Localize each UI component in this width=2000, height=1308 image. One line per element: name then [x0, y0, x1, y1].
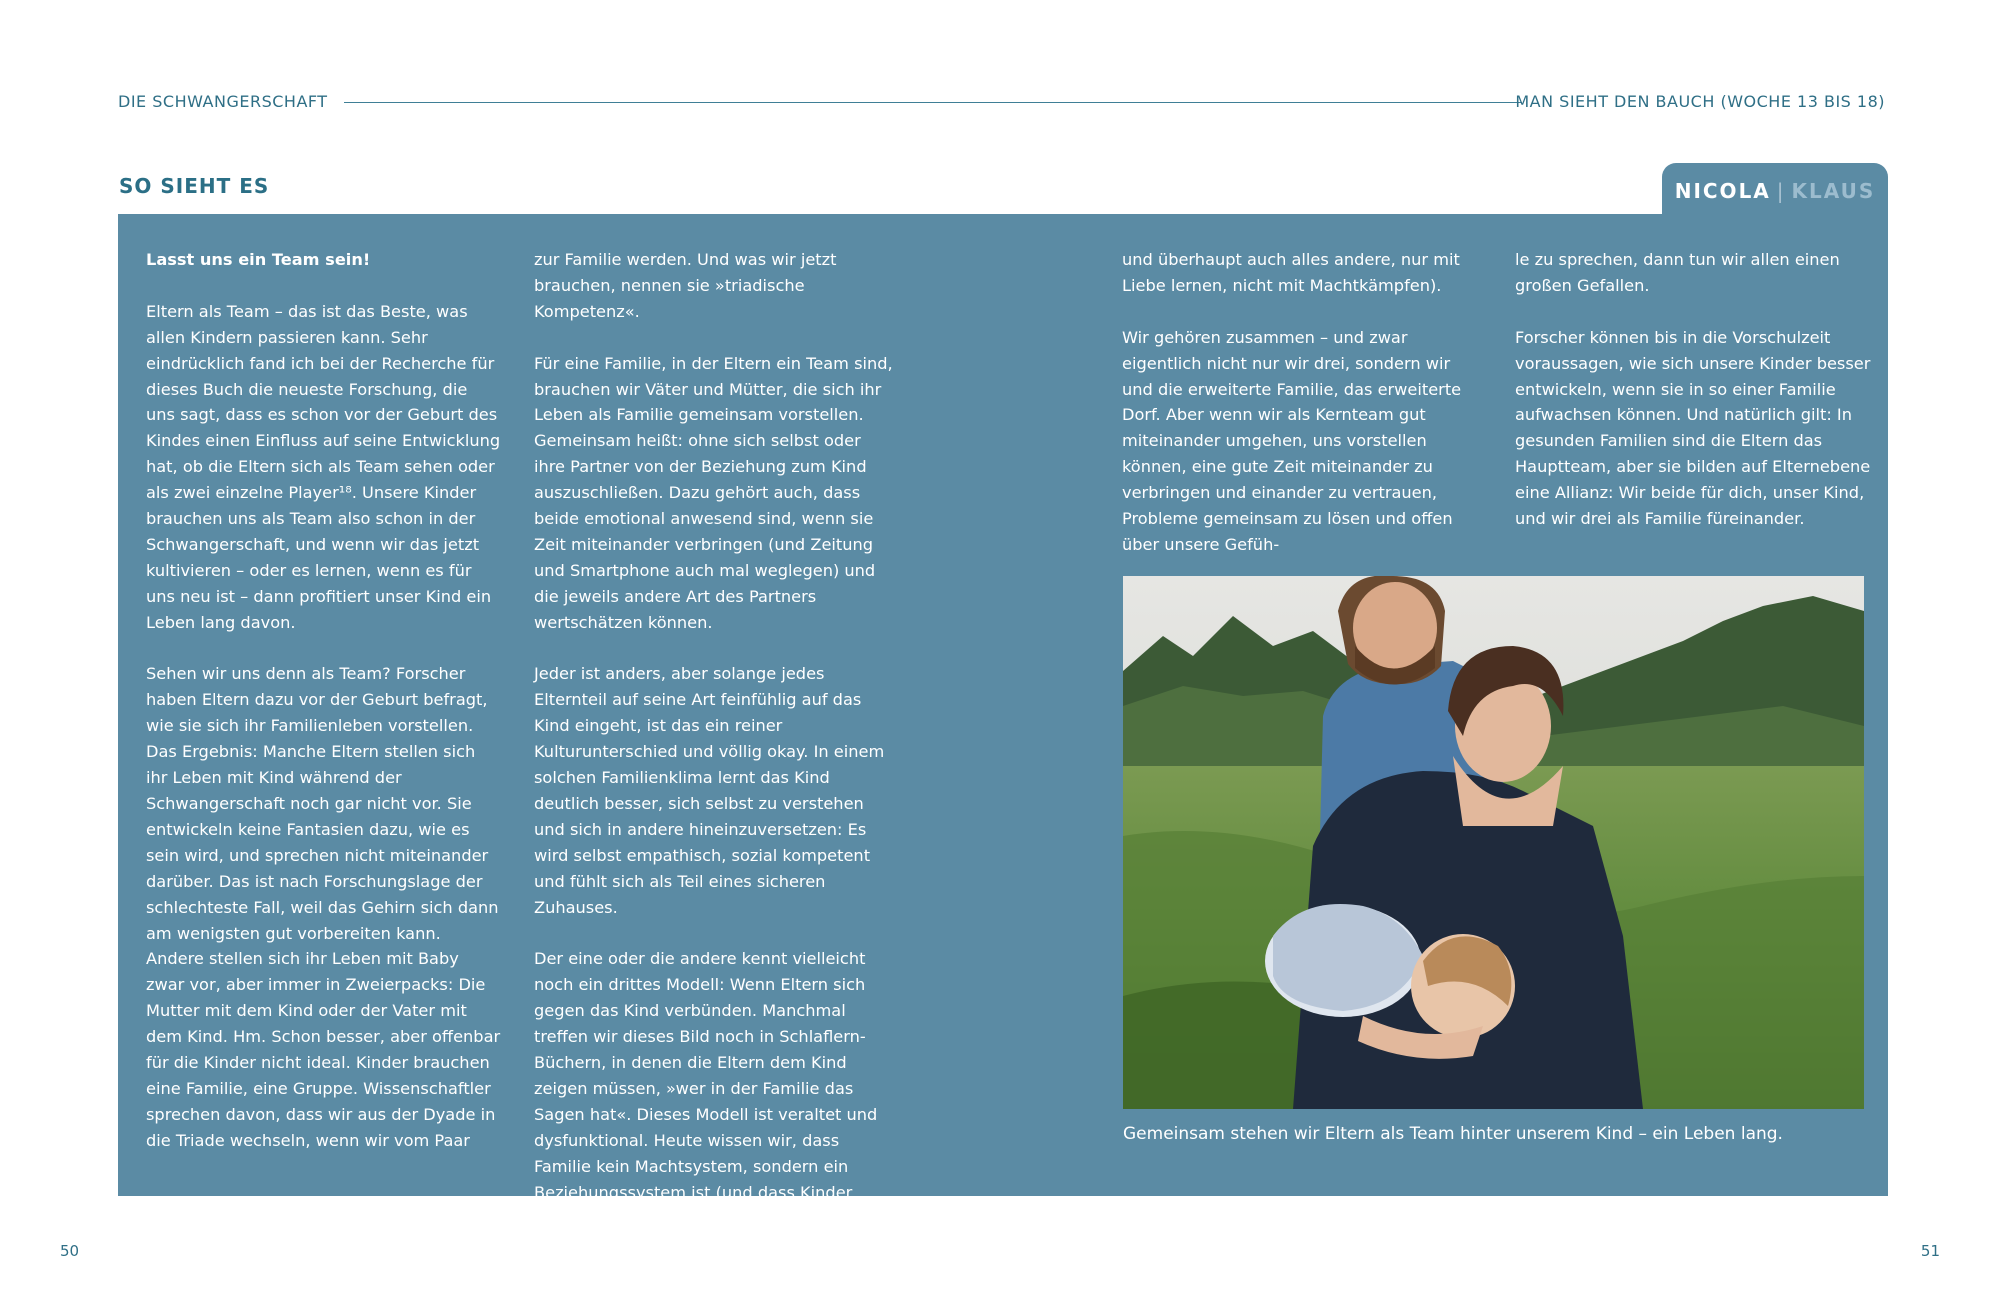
paragraph: Der eine oder die andere kennt vielleicht noch ein drittes Modell: Wenn Eltern sich gegen das Kind verbünden. Manchmal treffen wir dieses Bild noch in Schlaflern-Büchern, in denen die Eltern dem Kind zeigen müssen, »wer in der Familie das Sagen hat«. Dieses Modell ist veraltet und dysfunktional. Heute wissen wir, dass Familie kein Machtsystem, sondern ein Beziehungssystem ist (und dass Kinder schlafen, — [534, 949, 878, 1228]
page-number-right: 51 — [1920, 1242, 1940, 1260]
paragraph: Für eine Familie, in der Eltern ein Team sind, brauchen wir Väter und Mütter, die sich ihr Leben als Familie gemeinsam vorstellen. Gemeinsam heißt: ohne sich selbst oder ihre Partner von der Beziehung zum Kind auszuschließen. Dazu gehört auch, dass beide emotional anwesend sind, wenn sie Zeit miteinander verbringen (und Zeitung und Smartphone auch mal weglegen) und die jeweils andere Art des Partners wertschätzen können. — [534, 353, 893, 632]
paragraph: Sehen wir uns denn als Team? Forscher haben Eltern dazu vor der Geburt befragt, wie sie sich ihr Familienleben vorstellen. Das Ergebnis: Manche Eltern stellen sich ihr Leben mit Kind während der Schwangerschaft noch gar nicht vor. Sie entwickeln keine Fantasien dazu, wie es sein wird, und sprechen nicht miteinander darüber. Das ist nach Forschungslage der schlechteste Fall, weil das Gehirn sich dann am wenigsten gut vorbereiten kann. Andere stellen sich ihr Leben mit Baby zwar vor, aber immer in Zweierpacks: Die Mutter mit dem Kind oder der Vater mit dem Kind. Hm. Schon besser, aber offenbar für die Kinder nicht ideal. Kinder brauchen eine Familie, eine Gruppe. Wissenschaftler sprechen davon, dass wir aus der Dyade in die Triade wechseln, wenn wir vom Paar — [146, 664, 501, 1150]
header-rule — [344, 102, 1522, 103]
author-tab-active: NICOLA — [1674, 179, 1771, 203]
section-title: SO SIEHT ES — [119, 174, 270, 198]
paragraph: Forscher können bis in die Vorschulzeit voraussagen, wie sich unsere Kinder besser entwickeln, wenn sie in so einer Familie aufwachsen können. Und natürlich gilt: In gesunden Familien sind die Eltern das Hauptteam, aber sie bilden auf Elternebene eine Allianz: Wir beide für dich, unser Kind, und wir drei als Familie füreinander. — [1515, 327, 1871, 529]
paragraph: und überhaupt auch alles andere, nur mit Liebe lernen, nicht mit Machtkämpfen). — [1122, 250, 1460, 295]
paragraph: Jeder ist anders, aber solange jedes Elternteil auf seine Art feinfühlig auf das Kind eingeht, ist das ein reiner Kulturunterschied und völlig okay. In einem solchen Familienklima lernt das Kind deutlich besser, sich selbst zu verstehen und sich in andere hineinzuversetzen: Es wird selbst empathisch, sozial kompetent und fühlt sich als Teil eines sicheren Zuhauses. — [534, 664, 885, 917]
author-tab — [1662, 163, 1888, 219]
running-header-right: MAN SIEHT DEN BAUCH (WOCHE 13 BIS 18) — [1515, 92, 1885, 111]
running-header-left: DIE SCHWANGERSCHAFT — [118, 92, 328, 111]
paragraph: Eltern als Team – das ist das Beste, was allen Kindern passieren kann. Sehr eindrücklich fand ich bei der Recherche für dieses Buch die neueste Forschung, die uns sagt, dass es schon vor der Geburt des Kindes einen Einfluss auf seine Entwicklung hat, ob die Eltern sich als Team sehen oder als zwei einzelne Player¹⁸. Unsere Kinder brauchen uns als Team also schon in der Schwangerschaft, und wenn wir das jetzt kultivieren – oder es lernen, wenn es für uns neu ist – dann profitiert unser Kind ein Leben lang davon. — [146, 301, 501, 632]
text-column-3 — [1122, 247, 1482, 558]
text-column-2 — [534, 247, 894, 1231]
author-tab-separator: | — [1776, 179, 1786, 203]
column-heading: Lasst uns ein Team sein! — [146, 250, 371, 269]
text-column-4 — [1515, 247, 1875, 532]
content-panel — [118, 214, 1888, 1228]
paragraph: zur Familie werden. Und was wir jetzt brauchen, nennen sie »triadische Kompetenz«. — [534, 250, 837, 321]
author-tab-inactive: KLAUS — [1791, 179, 1876, 203]
paragraph: Wir gehören zusammen – und zwar eigentlich nicht nur wir drei, sondern wir und die erweiterte Familie, das erweiterte Dorf. Aber wenn wir als Kernteam gut miteinander umgehen, uns vorstellen können, eine gute Zeit miteinander zu verbringen und einander zu vertrauen, Probleme gemeinsam zu lösen und offen über unsere Gefüh- — [1122, 327, 1462, 554]
text-column-1 — [146, 247, 501, 1154]
photo-caption: Gemeinsam stehen wir Eltern als Team hinter unserem Kind – ein Leben lang. — [1123, 1124, 1783, 1144]
paragraph: le zu sprechen, dann tun wir allen einen großen Gefallen. — [1515, 250, 1840, 295]
family-photo — [1123, 576, 1864, 1109]
page-number-left: 50 — [60, 1242, 80, 1260]
